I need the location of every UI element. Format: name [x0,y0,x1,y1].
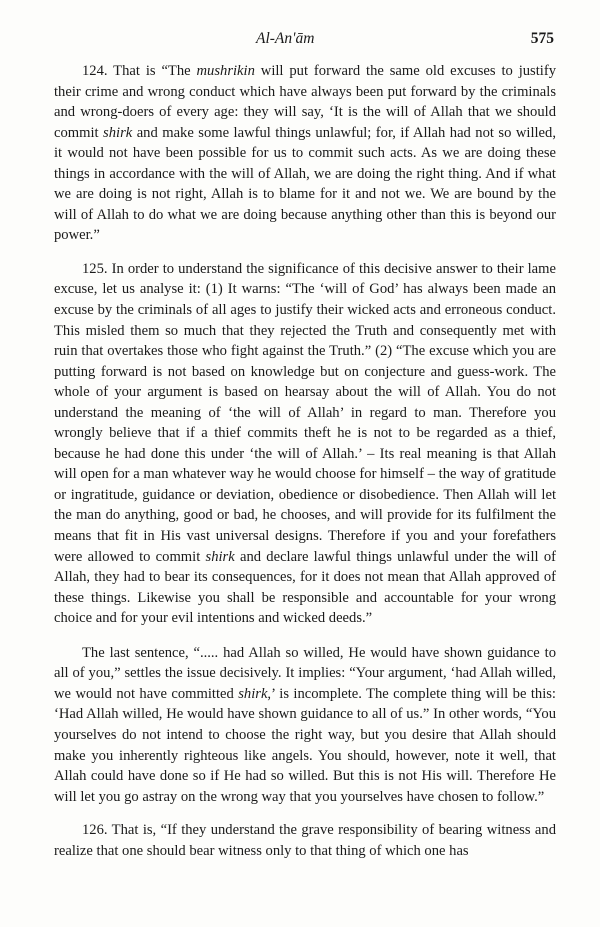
text-run: will put forward the same old excuses to justify their crime and wrong conduct which have always been put forward by the criminals and wrong-doers of every age: they will say, ‘It is the will of Allah that we should commit [54,63,557,141]
text-run: 126. That is, “If they understand the grave responsibility of bearing witness and realize that one should bear witness only to that thing of which one has [54,822,556,859]
text-run: The last sentence, “..... had Allah so willed, He would have shown guidance to all of you,” settles the issue decisively. It implies: “Your argument, ‘had Allah willed, we would not have committed [54,644,556,702]
running-title: Al-An'ām [256,30,315,47]
text-run: ,’ is incomplete. The complete thing will be this: ‘Had Allah willed, He would have shown guidance to all of us.” In other words, “You yourselves do not intend to choose the right way, but you desire that Allah should make you inherently righteous like angels. You should, however, note it well, that Allah could have done so if He had so willed. But this is not His will. Therefore He will let you go astray on the wrong way that you yourselves have chosen to follow.” [54,685,556,805]
text-run: 125. In order to understand the significance of this decisive answer to their lame excuse, let us analyse it: (1) It warns: “The ‘will of God’ has always been made an excuse by the criminals of all ages to justify their wicked acts and erroneous conduct. This misled them so much that they rejected the Truth and consequently met with ruin that overtakes those who fight against the Truth.” (2) “The excuse which you are putting forward is not based on knowledge but on conjecture and guess-work. The whole of your argument is based on hearsay about the will of Allah. You do not understand the meaning of ‘the will of Allah’ in regard to man. Therefore you wrongly believe that if a thief commits theft he is not to be regarded as a thief, because he had done this under ‘the will of Allah.’ – Its real meaning is that Allah will open for a man whatever way he would choose for himself – the way of gratitude or ingratitude, guidance or deviation, obedience or disobedience. Then Allah will let the man do anything, good or bad, he chooses, and will provide for its fulfilment the means that fit in His vast universal designs. Therefore if you and your forefathers were allowed to commit [54,260,556,565]
note-paragraph-124 [54,61,556,246]
italic-term: shirk [103,124,133,141]
note-paragraph-126 [54,820,556,861]
italic-term: shirk [205,548,235,565]
text-run: and declare lawful things unlawful under the will of Allah, they had to bear its consequences, for it does not mean that Allah approved of these things. Likewise you shall be responsible and accountable for your wrong choice and for your evil intentions and wicked deeds.” [54,548,556,627]
text-run: and make some lawful things unlawful; for, if Allah had not so willed, it would not have been possible for us to commit such acts. As we are doing these things in accordance with the will of Allah, we are doing the right thing. And if what we are doing is not right, Allah is to blame for it and not we. We are bound by the will of Allah to do what we are doing because anything other than this is beyond our power.” [54,124,556,244]
text-run: 124. That is “The [82,63,197,79]
page-number: 575 [530,30,554,47]
italic-term: shirk [238,685,268,702]
italic-term: mushrikin [196,63,255,79]
note-paragraph-125 [54,259,556,629]
note-paragraph-continuation [54,643,556,807]
page-header [0,30,600,52]
commentary-text [54,61,556,861]
